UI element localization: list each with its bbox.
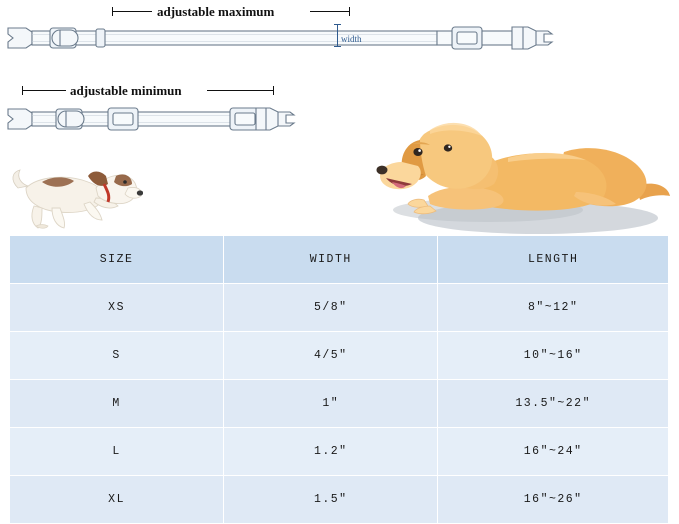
cell-width: 5/8" (224, 284, 438, 332)
cell-width: 1" (224, 380, 438, 428)
table-row (10, 380, 669, 428)
measure-tick-right (349, 7, 350, 16)
collar-strap-minimum-illustration (4, 98, 304, 140)
width-label: width (341, 34, 362, 44)
cell-size: L (10, 428, 224, 476)
lying-golden-retriever-illustration (368, 100, 673, 240)
cell-length: 16"~26" (438, 476, 669, 524)
collar-strap-maximum-illustration (4, 18, 556, 58)
table-row (10, 284, 669, 332)
size-chart-table (9, 235, 669, 524)
running-dog-illustration (8, 158, 143, 238)
width-cap-bottom (334, 46, 341, 47)
width-measure-arrow (337, 24, 338, 47)
cell-size: S (10, 332, 224, 380)
table-header-size: SIZE (10, 236, 224, 284)
adjustable-maximum-label: adjustable maximum (157, 4, 275, 19)
cell-length: 8"~12" (438, 284, 669, 332)
table-row (10, 428, 669, 476)
width-cap-top (334, 24, 341, 25)
table-header-width: WIDTH (224, 236, 438, 284)
table-row (10, 476, 669, 524)
adjustable-minimum-label: adjustable minimun (70, 83, 182, 98)
cell-length: 10"~16" (438, 332, 669, 380)
table-row (10, 332, 669, 380)
cell-size: XS (10, 284, 224, 332)
measure-tick-left (112, 7, 113, 16)
measure-tick-left (22, 86, 23, 95)
cell-length: 13.5"~22" (438, 380, 669, 428)
cell-size: XL (10, 476, 224, 524)
table-header-row (10, 236, 669, 284)
table-header-length: LENGTH (438, 236, 669, 284)
cell-size: M (10, 380, 224, 428)
cell-width: 1.2" (224, 428, 438, 476)
cell-width: 4/5" (224, 332, 438, 380)
measure-tick-right (273, 86, 274, 95)
cell-length: 16"~24" (438, 428, 669, 476)
cell-width: 1.5" (224, 476, 438, 524)
